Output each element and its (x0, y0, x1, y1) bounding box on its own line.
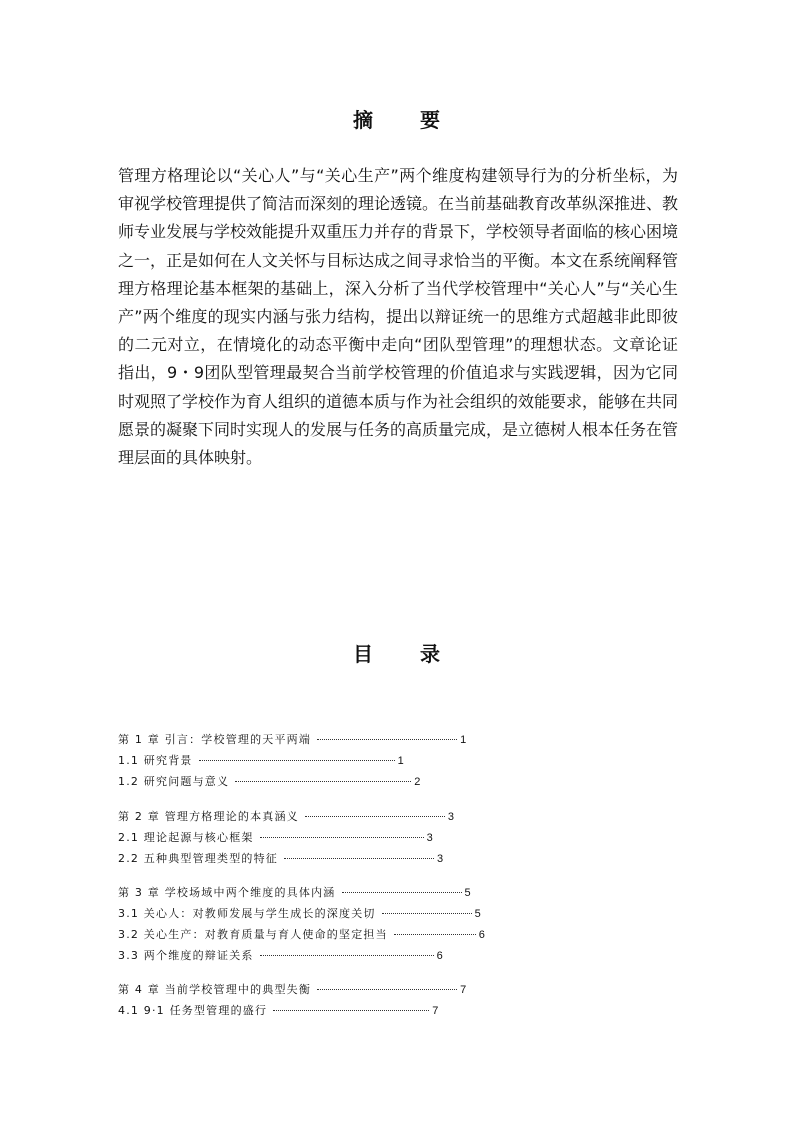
toc-leader-dots (317, 739, 457, 740)
toc-entry-page: 6 (478, 929, 485, 941)
toc-entry-page: 3 (447, 811, 455, 823)
toc-leader-dots (235, 781, 411, 782)
toc-entry-chapter-1[interactable] (118, 731, 466, 749)
toc-entry-label: 3.3 两个维度的辩证关系 (118, 949, 254, 962)
toc-entry-label: 第 3 章 学校场域中两个维度的具体内涵 (118, 886, 336, 899)
toc-entry-page: 7 (432, 1005, 439, 1017)
toc-leader-dots (260, 837, 424, 838)
toc-entry-chapter-3[interactable] (118, 884, 471, 902)
toc-entry-page: 3 (437, 853, 444, 865)
toc-entry-page: 5 (474, 908, 481, 920)
toc-leader-dots (342, 892, 462, 893)
toc-entry-label: 3.1 关心人：对教师发展与学生成长的深度关切 (118, 907, 376, 920)
toc-entry-chapter-2[interactable] (118, 808, 454, 826)
toc-entry-page: 1 (397, 755, 404, 767)
toc-leader-dots (284, 858, 434, 859)
toc-entry-1-1[interactable] (118, 752, 404, 770)
toc-entry-label: 2.2 五种典型管理类型的特征 (118, 852, 278, 865)
toc-entry-label: 3.2 关心生产：对教育质量与育人使命的坚定担当 (118, 928, 388, 941)
toc-entry-3-2[interactable] (118, 926, 485, 944)
toc-entry-page: 1 (460, 734, 467, 746)
toc-entry-page: 5 (464, 887, 471, 899)
toc-entry-page: 7 (460, 984, 467, 996)
toc-entry-label: 第 4 章 当前学校管理中的典型失衡 (118, 983, 312, 996)
toc-entry-label: 4.1 9·1 任务型管理的盛行 (118, 1004, 268, 1017)
toc-entry-label: 第 2 章 管理方格理论的本真涵义 (118, 810, 299, 823)
toc-entry-3-1[interactable] (118, 905, 481, 923)
toc-entry-2-2[interactable] (118, 850, 443, 868)
abstract-body: 管理方格理论以“关心人”与“关心生产”两个维度构建领导行为的分析坐标，为审视学校管理提供了简洁而深刻的理论透镜。在当前基础教育改革纵深推进、教师专业发展与学校效能提升双重压力并存的背景下，学校领导者面临的核心困境之一，正是如何在人文关怀与目标达成之间寻求恰当的平衡。本文在系统阐释管理方格理论基本框架的基础上，深入分析了当代学校管理中“关心人”与“关心生产”两个维度的现实内涵与张力结构，提出以辩证统一的思维方式超越非此即彼的二元对立，在情境化的动态平衡中走向“团队型管理”的理想状态。文章论证指出，9・9团队型管理最契合当前学校管理的价值追求与实践逻辑，因为它同时观照了学校作为育人组织的道德本质与作为社会组织的效能要求，能够在共同愿景的凝聚下同时实现人的发展与任务的高质量完成，是立德树人根本任务在管理层面的具体映射。 (118, 166, 679, 468)
toc-entry-chapter-4[interactable] (118, 981, 466, 999)
toc-entry-page: 3 (426, 832, 433, 844)
toc-entry-label: 1.1 研究背景 (118, 754, 193, 767)
toc-entry-1-2[interactable] (118, 773, 420, 791)
toc-entry-label: 2.1 理论起源与核心框架 (118, 831, 254, 844)
toc-title: 目 录 (353, 642, 460, 666)
toc-entry-4-1[interactable] (118, 1002, 438, 1020)
toc-entry-label: 第 1 章 引言：学校管理的天平两端 (118, 733, 312, 746)
toc-leader-dots (382, 913, 472, 914)
toc-entry-page: 2 (414, 776, 421, 788)
toc-entry-page: 6 (436, 950, 443, 962)
toc-leader-dots (394, 934, 476, 935)
abstract-title: 摘 要 (353, 108, 460, 132)
toc-leader-dots (317, 989, 457, 990)
toc-leader-dots (199, 760, 395, 761)
abstract-section (118, 162, 678, 472)
toc-entry-2-1[interactable] (118, 829, 433, 847)
toc-entry-label: 1.2 研究问题与意义 (118, 775, 230, 788)
toc-leader-dots (260, 955, 434, 956)
toc-entry-3-3[interactable] (118, 947, 443, 965)
toc-leader-dots (273, 1010, 429, 1011)
toc-leader-dots (305, 816, 445, 817)
